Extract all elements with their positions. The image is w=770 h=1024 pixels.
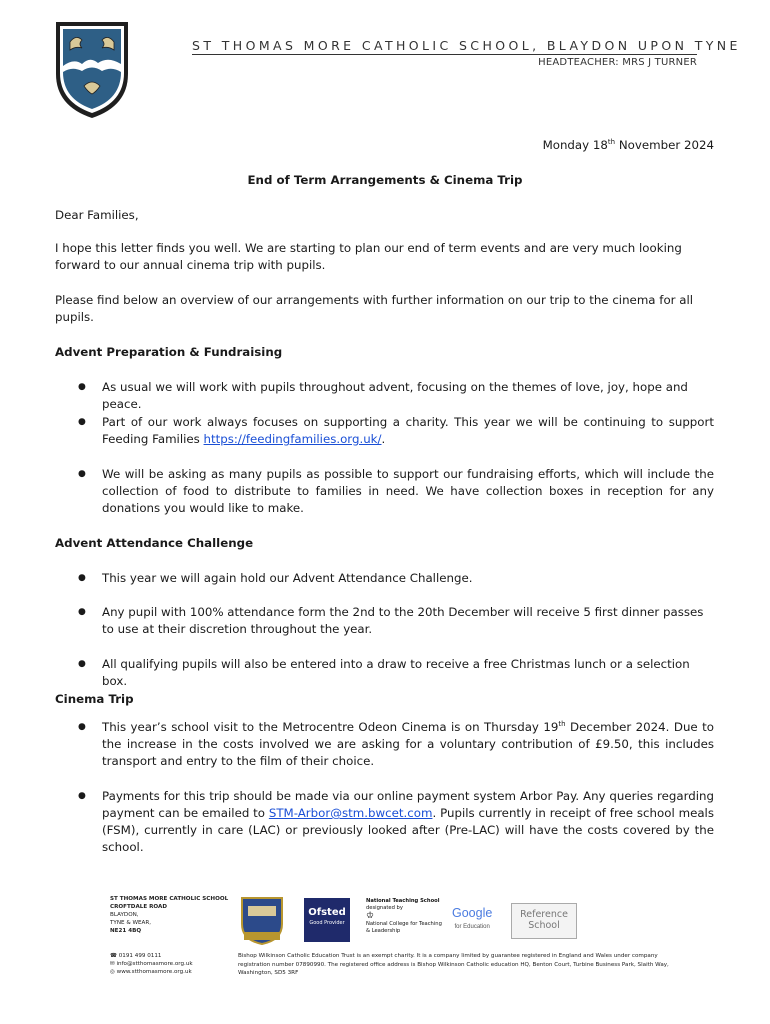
headteacher-name: HEADTEACHER: MRS J TURNER [538,57,697,68]
feeding-families-link[interactable]: https://feedingfamilies.org.uk/ [203,432,382,446]
bullet-icon: ● [78,607,86,617]
letter-date: Monday 18th November 2024 [542,138,714,152]
list-item: ● Part of our work always focuses on supporting a charity. This year we will be continuing to support Feeding Families https://feedingfamilies.org.uk/. [78,415,714,446]
bullet-icon: ● [78,791,86,801]
list-item: ● We will be asking as many pupils as possible to support our fundraising efforts, which will include the collection of food to distribute to families in need. We have collection boxes in reception for any donations you would like to make. [78,467,714,515]
intro-paragraph: I hope this letter finds you well. We are starting to plan our end of term events and are very much looking forward to our annual cinema trip with pupils. [55,241,682,272]
arbor-email-link[interactable]: STM-Arbor@stm.bwcet.com [268,806,433,820]
school-name: ST THOMAS MORE CATHOLIC SCHOOL, BLAYDON UPON TYNE [192,38,741,53]
web-icon: ◎ [110,969,117,975]
email-icon: ✉ [110,961,117,967]
bullet-icon: ● [78,469,86,479]
footer-contact: ☎ 0191 499 0111 ✉ info@stthomasmore.org.uk ◎ www.stthomasmore.org.uk [110,953,193,975]
list-item: ● Payments for this trip should be made via our online payment system Arbor Pay. Any queries regarding payment can be emailed to STM-Arbor@stm.bwcet.com. Pupils currently in receipt of free school meals (FSM), currently in care (LAC) or previously looked after (Pre-LAC) will have the costs covered by the school. [78,789,714,854]
footer-legal-text: Bishop Wilkinson Catholic Education Trust is an exempt charity. It is a company limited by guarantee registered in England and Wales under company registration number 07890990. The registered office address is Bishop Wilkinson Catholic education HQ, Benton Court, Turbine Business Park, Slaith Way, Washington, SD5 3RF [238,953,669,976]
google-for-education-badge: Google for Education [452,906,493,930]
bullet-icon: ● [78,417,86,427]
national-teaching-school-badge: National Teaching School designated by ♔ National College for Teaching & Leadership [366,898,442,934]
list-item: ● This year we will again hold our Advent Attendance Challenge. [78,571,473,585]
list-item: ● All qualifying pupils will also be entered into a draw to receive a free Christmas lunch or a selection box. [78,657,690,688]
ofsted-badge: Ofsted Good Provider [304,898,350,942]
list-item: ● As usual we will work with pupils throughout advent, focusing on the themes of love, joy, hope and peace. [78,380,688,411]
list-item: ● Any pupil with 100% attendance form the 2nd to the 20th December will receive 5 first dinner passes to use at their discretion throughout the year. [78,605,704,636]
footer-address: ST THOMAS MORE CATHOLIC SCHOOL CROFTDALE ROAD BLAYDON, TYNE & WEAR, NE21 4BQ [110,896,229,934]
phone-icon: ☎ [110,953,119,959]
section-heading-advent-prep: Advent Preparation & Fundraising [55,345,283,359]
trust-crest-logo [238,894,286,946]
overview-paragraph: Please find below an overview of our arrangements with further information on our trip to the cinema for all pupils. [55,293,694,324]
bullet-icon: ● [78,722,86,732]
bullet-icon: ● [78,573,86,583]
bullet-icon: ● [78,659,86,669]
letter-title: End of Term Arrangements & Cinema Trip [247,173,523,187]
reference-school-badge: Reference School [511,903,577,939]
list-item: ● This year’s school visit to the Metrocentre Odeon Cinema is on Thursday 19th December 2024. Due to the increase in the costs involved we are asking for a voluntary contribution of £9.50, this includes transport and entry to the film of their choice. [78,720,714,768]
section-heading-cinema: Cinema Trip [55,692,134,706]
section-heading-attendance: Advent Attendance Challenge [55,536,254,550]
crown-icon: ♔ [366,911,375,921]
salutation: Dear Families, [55,208,139,222]
school-crest-logo [52,16,132,120]
bullet-icon: ● [78,382,86,392]
